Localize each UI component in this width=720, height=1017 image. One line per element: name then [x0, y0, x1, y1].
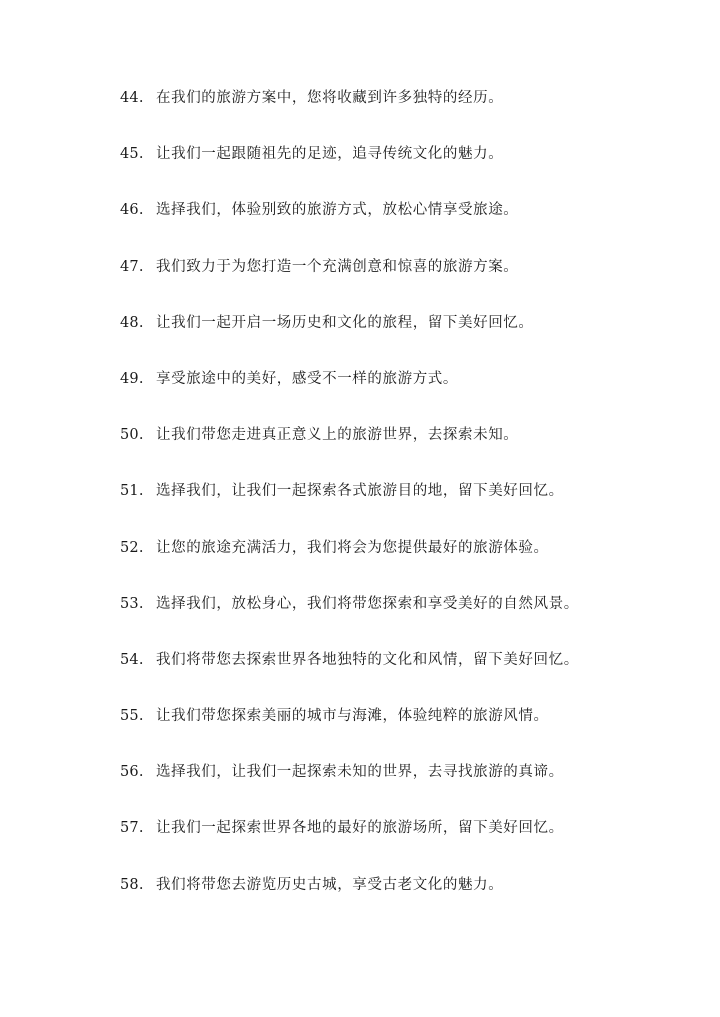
list-item-text: 我们将带您去游览历史古城，享受古老文化的魅力。: [156, 876, 504, 893]
list-item: [120, 423, 680, 479]
list-item-text: 选择我们，放松身心，我们将带您探索和享受美好的自然风景。: [156, 595, 579, 612]
list-item-number: 48.: [120, 314, 144, 331]
list-item-number: 46.: [120, 202, 144, 219]
list-item-text: 我们致力于为您打造一个充满创意和惊喜的旅游方案。: [156, 258, 519, 275]
list-item-text: 让我们带您走进真正意义上的旅游世界，去探索未知。: [156, 427, 519, 444]
list-item-text: 享受旅途中的美好，感受不一样的旅游方式。: [156, 370, 458, 387]
numbered-list: [120, 86, 680, 929]
list-item-text: 让我们一起开启一场历史和文化的旅程，留下美好回忆。: [156, 314, 534, 331]
list-item-number: 57.: [120, 820, 144, 837]
list-item: [120, 760, 680, 816]
list-item-number: 56.: [120, 764, 144, 781]
list-item-number: 58.: [120, 876, 144, 893]
list-item-number: 49.: [120, 370, 144, 387]
list-item: [120, 704, 680, 760]
list-item-text: 让我们带您探索美丽的城市与海滩，体验纯粹的旅游风情。: [156, 708, 549, 725]
list-item: [120, 592, 680, 648]
list-item-text: 选择我们，让我们一起探索未知的世界，去寻找旅游的真谛。: [156, 764, 564, 781]
list-item: [120, 198, 680, 254]
list-item: [120, 873, 680, 929]
list-item: [120, 648, 680, 704]
list-item-number: 47.: [120, 258, 144, 275]
list-item: [120, 536, 680, 592]
list-item-text: 让我们一起探索世界各地的最好的旅游场所，留下美好回忆。: [156, 820, 564, 837]
list-item-text: 让您的旅途充满活力，我们将会为您提供最好的旅游体验。: [156, 539, 549, 556]
list-item-number: 55.: [120, 708, 144, 725]
list-item-number: 51.: [120, 483, 144, 500]
list-item-text: 让我们一起跟随祖先的足迹，追寻传统文化的魅力。: [156, 146, 504, 163]
list-item: [120, 255, 680, 311]
list-item-number: 50.: [120, 427, 144, 444]
list-item-number: 44.: [120, 90, 144, 106]
list-item: [120, 367, 680, 423]
list-item: [120, 86, 680, 142]
list-item: [120, 142, 680, 198]
list-item-text: 在我们的旅游方案中，您将收藏到许多独特的经历。: [156, 90, 504, 106]
list-item-number: 54.: [120, 651, 144, 668]
list-item-number: 45.: [120, 146, 144, 163]
list-item-text: 我们将带您去探索世界各地独特的文化和风情，留下美好回忆。: [156, 651, 579, 668]
list-item: [120, 816, 680, 872]
list-item-number: 53.: [120, 595, 144, 612]
list-item: [120, 479, 680, 535]
list-item-text: 选择我们，让我们一起探索各式旅游目的地，留下美好回忆。: [156, 483, 564, 500]
list-item-text: 选择我们，体验别致的旅游方式，放松心情享受旅途。: [156, 202, 519, 219]
list-item-number: 52.: [120, 539, 144, 556]
list-item: [120, 311, 680, 367]
